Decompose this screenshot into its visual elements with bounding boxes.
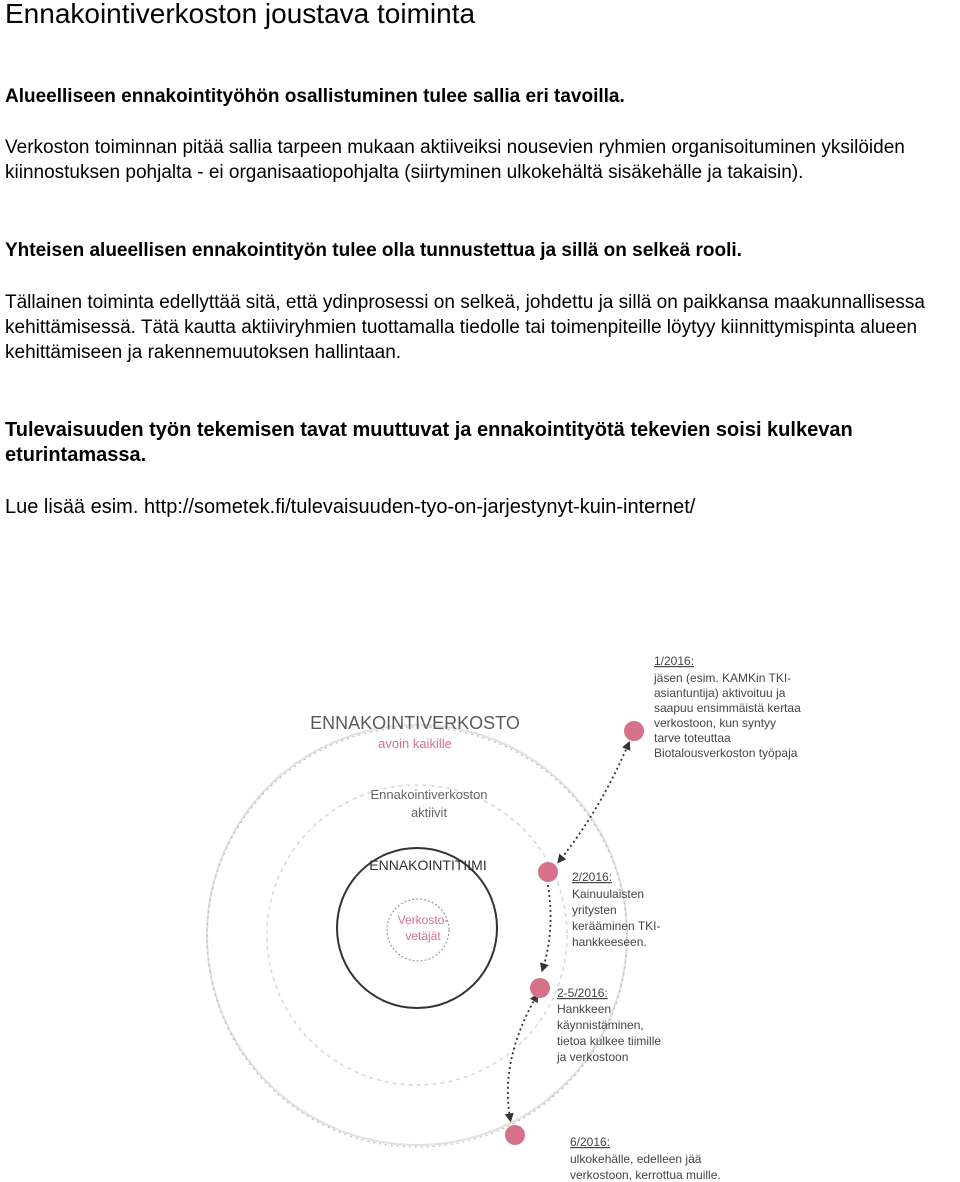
transition-arrow-3 [508,997,536,1118]
transition-arrow-1 [560,745,628,860]
lede-paragraph-3: Tulevaisuuden työn tekemisen tavat muuttuvat ja ennakointityötä tekevien soisi kulkevan eturintamassa. [5,419,853,466]
outer-ring-title: ENNAKOINTIVERKOSTO [310,713,520,733]
step-line: jäsen (esim. KAMKin TKI- [654,671,792,685]
core-line-2: vetäjät [405,929,441,943]
step-note-3 [556,986,661,1064]
outer-ring-sub: avoin kaikille [378,736,452,751]
page-title: Ennakointiverkoston joustava toiminta [5,0,476,29]
step-date-3: 2-5/2016: [557,986,608,1000]
step-line: Kainuulaisten [572,887,645,901]
step-date-2: 2/2016: [572,870,613,884]
body-paragraph-2: Tällainen toiminta edellyttää sitä, että ydinprosessi on selkeä, johdettu ja sillä on paikkansa maakunnallisessa kehittämisessä. Tätä kautta aktiiviryhmien tuottamalla tiedolle tai toimenpiteille löytyy kiinnittymispinta alueen kehittämiseen ja rakennemuutoksen hallintaan. [5,292,925,363]
step-line: ulkokehälle, edelleen jää [570,1152,702,1166]
step-line: Hankkeen [557,1002,612,1016]
step-line: kerääminen TKI- [572,919,661,933]
step-line: yritysten [572,903,617,917]
step-dot-1 [624,721,644,741]
step-date-1: 1/2016: [654,654,695,668]
read-more-link[interactable]: Lue lisää esim. http://sometek.fi/tulevaisuuden-tyo-on-jarjestynyt-kuin-internet/ [5,496,696,518]
step-line: verkostoon, kun syntyy [654,716,777,730]
step-note-4 [570,1135,721,1182]
step-line: ja verkostoon [557,1050,629,1064]
lede-paragraph-1: Alueelliseen ennakointityöhön osallistuminen tulee sallia eri tavoilla. [5,86,625,107]
core-line-1: Verkosto- [397,913,449,927]
step-dot-3 [530,978,550,998]
step-line: asiantuntija) aktivoituu ja [654,686,786,700]
step-line: käynnistäminen, [557,1018,644,1032]
step-line: verkostoon, kerrottua muille. [570,1168,721,1182]
step-dot-4 [505,1125,525,1145]
step-line: tietoa kulkee tiimille [557,1034,662,1048]
step-dot-2 [538,862,558,882]
step-line: saapuu ensimmäistä kertaa [654,701,801,715]
step-line: hankkeeseen. [572,935,647,949]
active-ring-title: Ennakointiverkoston [370,787,488,802]
step-note-2 [572,870,660,949]
transition-arrow-2 [543,885,551,968]
step-line: Biotalousverkoston työpaja [654,746,798,760]
step-line: tarve toteuttaa [654,731,731,745]
team-ring-title: ENNAKOINTITIIMI [369,857,487,873]
step-date-4: 6/2016: [570,1135,611,1149]
body-paragraph-1: Verkoston toiminnan pitää sallia tarpeen mukaan aktiiveiksi nousevien ryhmien organisoituminen yksilöiden kiinnostuksen pohjalta - ei organisaatiopohjalta (siirtyminen ulkokehältä sisäkehälle ja takaisin). [5,137,905,183]
lede-paragraph-2: Yhteisen alueellisen ennakointityön tulee olla tunnustettua ja sillä on selkeä rooli. [5,240,742,261]
step-note-1 [653,654,801,760]
active-ring-sub: aktiivit [410,805,448,820]
